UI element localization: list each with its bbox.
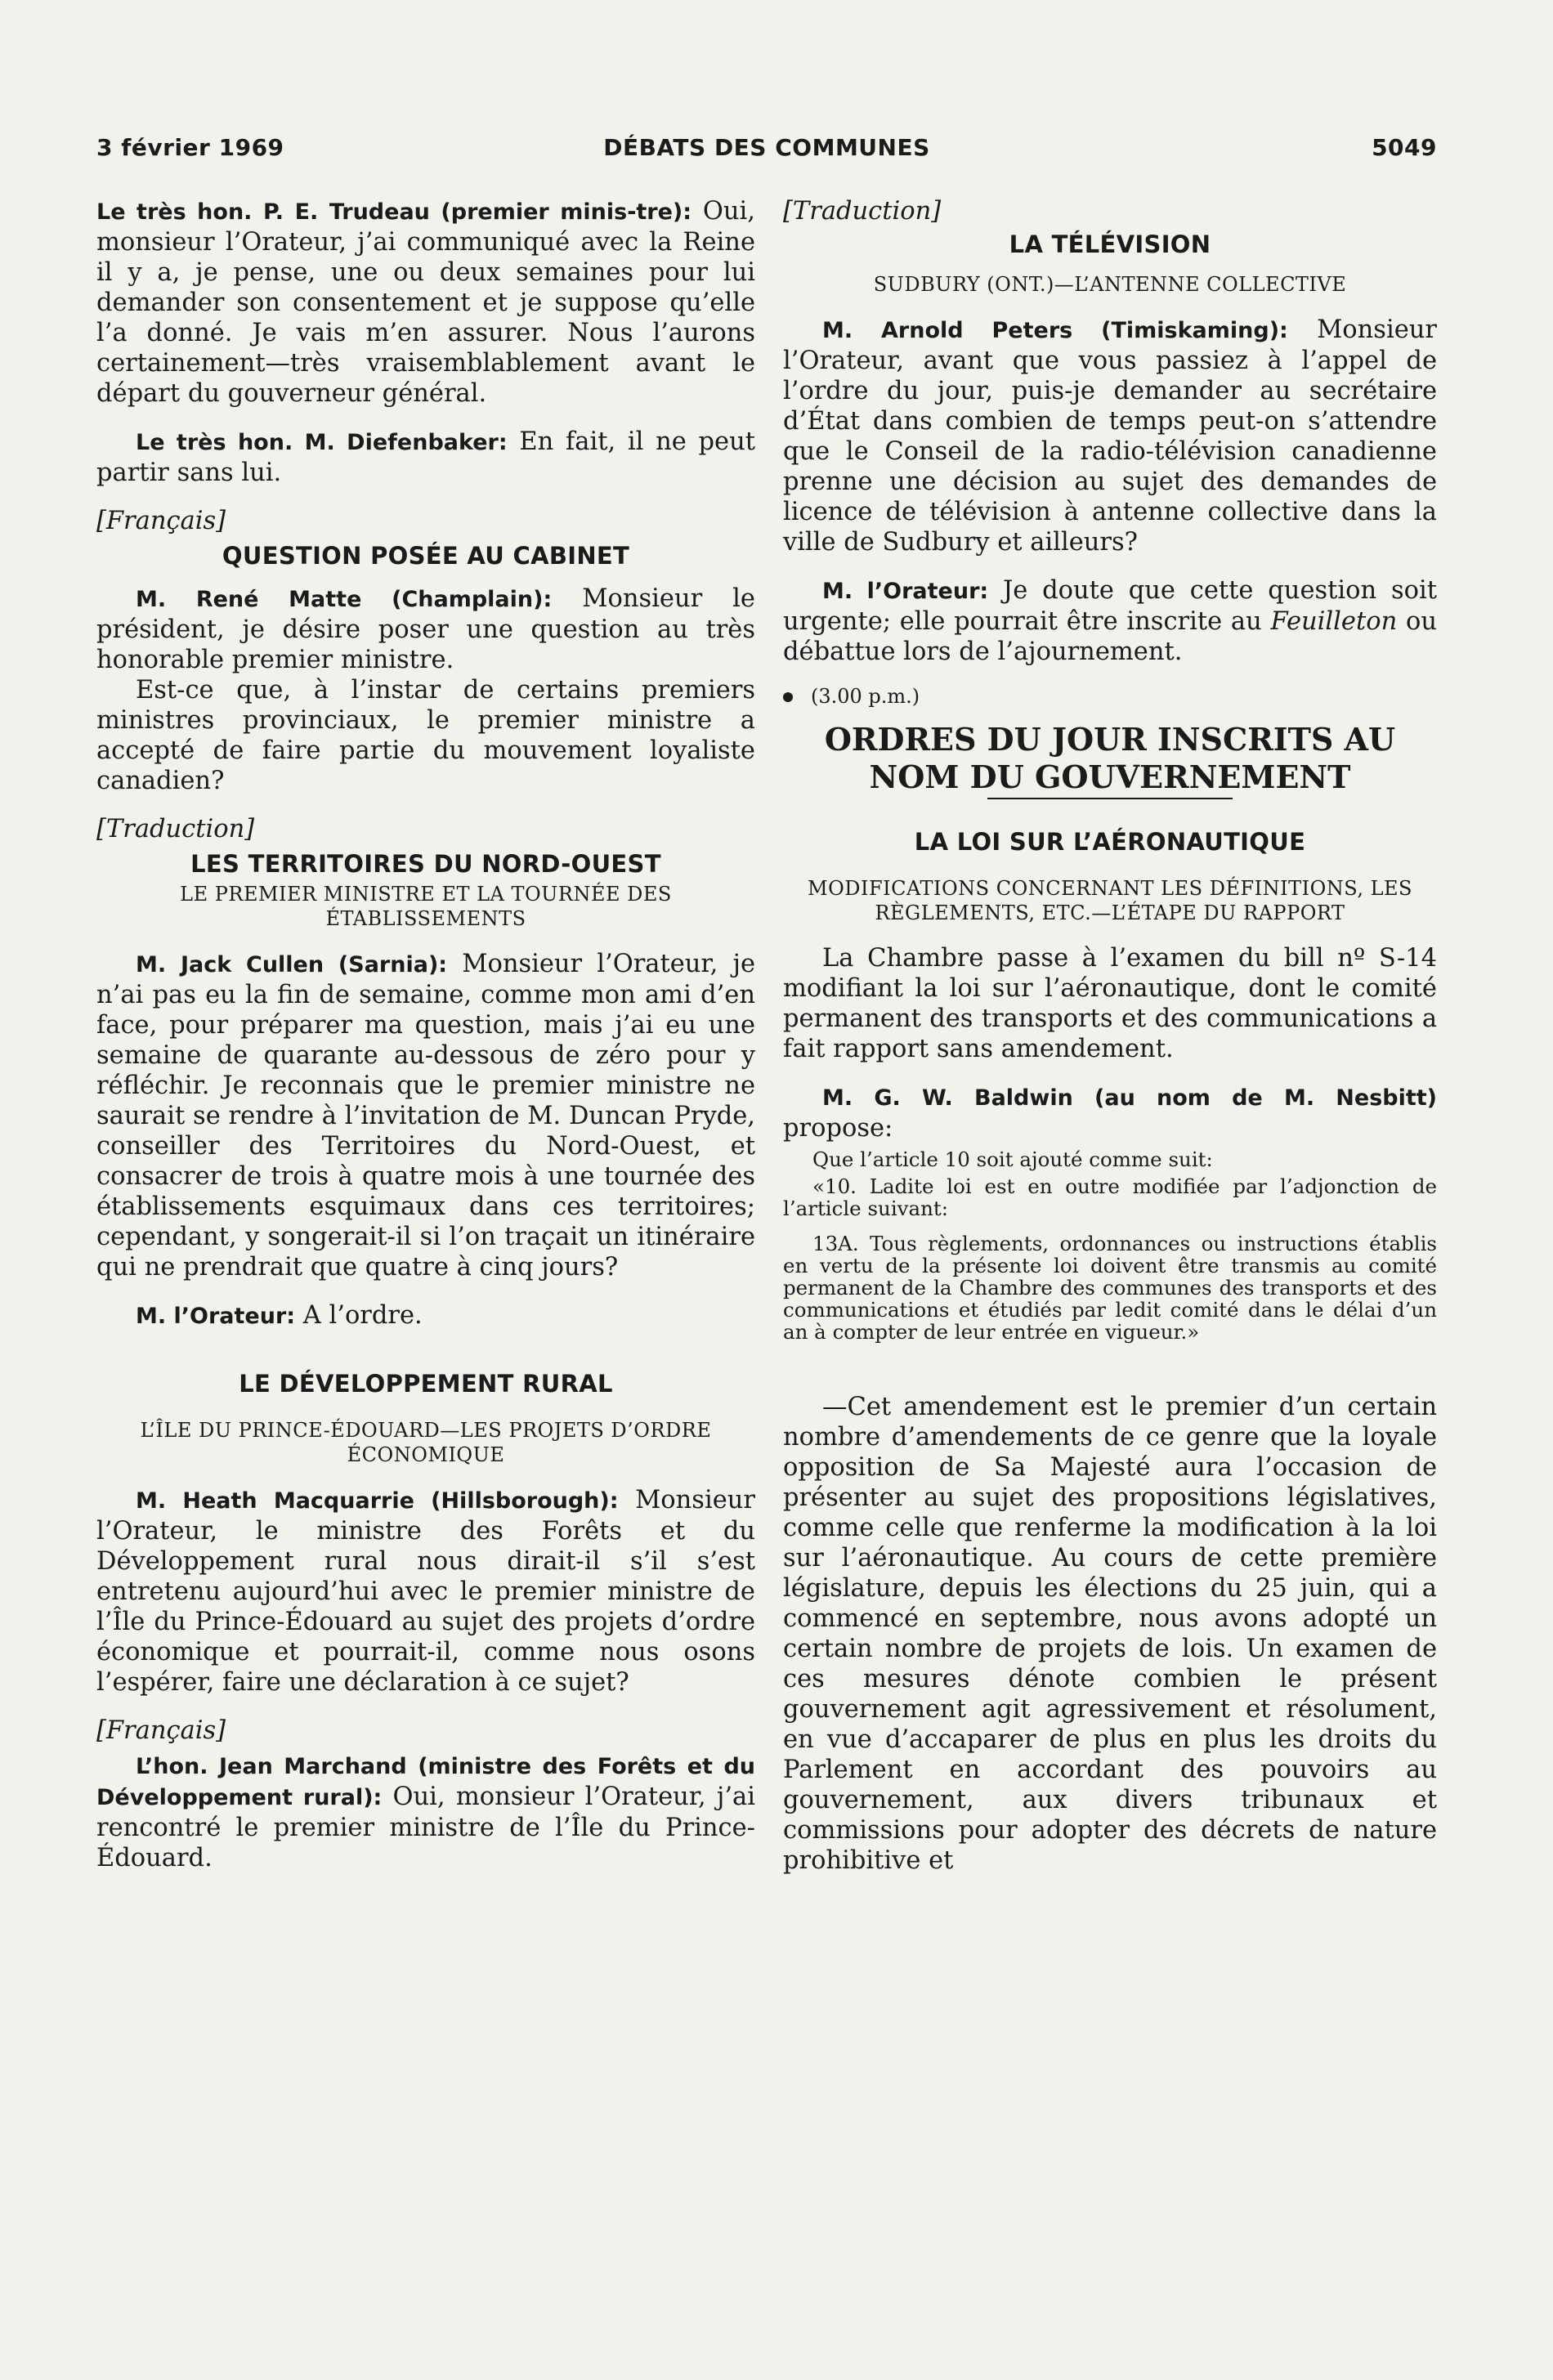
speech-text: Oui, monsieur l’Orateur, j’ai communiqué avec la Reine il y a, je pense, une ou deux semaines pour lui demander son consentement et je suppose qu’elle l’a donné. Je vais m’en assurer. Nous l’aurons certainement—très vraisemblablement avant le départ du gouverneur général.: [96, 197, 756, 408]
speaker-name: Le très hon. M. Diefenbaker:: [136, 430, 508, 455]
paragraph-amendment: —Cet amendement est le premier d’un certain nombre d’amendements de ce genre que la loyale opposition de Sa Majesté aura l’occasion de présenter au sujet des propositions législatives, comme celle que renferme la modification à la loi sur l’aéronautique. Au cours de cette première législature, depuis les élections du 25 juin, qui a commencé en septembre, nous avons adopté un certain nombre de projets de lois. Un examen de ces mesures dénote combien le présent gouvernement agit agressivement et résolument, en vue d’accaparer de plus en plus les droits du Parlement en accordant des pouvoirs au gouvernement, aux divers tribunaux et commissions pour adopter des décrets de nature prohibitive et: [783, 1393, 1437, 1875]
paragraph-trudeau: [96, 196, 755, 409]
speech-text: Je doute que cette question soit urgente; elle pourrait être inscrite au: [783, 576, 1438, 636]
speaker-name: Le très hon. P. E. Trudeau (premier minis-tre):: [96, 199, 692, 225]
header-page-number: 5049: [1372, 134, 1437, 161]
speech-text: A l’ordre.: [295, 1301, 423, 1330]
motion-line: 13A. Tous règlements, ordonnances ou instructions établis en vertu de la présente loi doivent être transmis au comité permanent de la Chambre des communes des transports et des communications et étudiés par ledit comité dans le délai d’un an à compter de leur entrée en vigueur.»: [783, 1232, 1437, 1344]
speech-text: Monsieur l’Orateur, le ministre des Forêts et du Développement rural nous dirait-il s’il s’est entretenu aujourd’hui avec le premier ministre de l’Île du Prince-Édouard au sujet des projets d’ordre économique et pourrait-il, comme nous osons l’espérer, faire une déclaration à ce sujet?: [96, 1486, 755, 1697]
section-heading: LA LOI SUR L’AÉRONAUTIQUE: [914, 828, 1306, 856]
paragraph-bill: La Chambre passe à l’examen du bill nº S-14 modifiant la loi sur l’aéronautique, dont le comité permanent des transports et des communications a fait rapport sans amendement.: [783, 944, 1437, 1063]
paragraph-orateur: [96, 1300, 755, 1331]
left-column: [96, 196, 755, 1873]
section-subheading: LE PREMIER MINISTRE ET LA TOURNÉE DES ÉTABLISSEMENTS: [180, 883, 672, 930]
right-column: [783, 196, 1437, 1876]
paragraph-cullen: [96, 949, 755, 1282]
major-heading: ORDRES DU JOUR INSCRITS AU NOM DU GOUVERNEMENT: [824, 721, 1396, 795]
speech-text: Monsieur le président, je désire poser une question au très honorable premier ministre.: [96, 584, 755, 674]
paragraph-baldwin: [783, 1082, 1437, 1143]
heading-rule: [987, 798, 1233, 799]
page-header: [96, 134, 1437, 167]
speech-text: Monsieur l’Orateur, je n’ai pas eu la fin de semaine, comme mon ami d’en face, pour préparer ma question, mais j’ai eu une semaine de quarante au-dessous de zéro pour y réfléchir. Je reconnais que le premier ministre ne saurait se rendre à l’invitation de M. Duncan Pryde, conseiller des Territoires du Nord-Ouest, et consacrer de trois à quatre mois à une tournée des établissements esquimaux dans ces territoires; cependant, y songerait-il si l’on traçait un itinéraire qui ne prendrait que quatre à cinq jours?: [96, 950, 755, 1282]
speaker-name: M. Arnold Peters (Timiskaming):: [822, 318, 1288, 343]
speaker-name: M. G. W. Baldwin (au nom de M. Nesbitt): [822, 1085, 1437, 1111]
section-heading: LES TERRITOIRES DU NORD-OUEST: [190, 850, 661, 878]
motion-line: Que l’article 10 soit ajouté comme suit:: [812, 1148, 1213, 1171]
speech-text: Oui, monsieur l’Orateur, j’ai rencontré le premier ministre de l’Île du Prince-Édouard.: [96, 1783, 755, 1872]
section-subheading: L’ÎLE DU PRINCE-ÉDOUARD—LES PROJETS D’ORDRE ÉCONOMIQUE: [140, 1419, 712, 1466]
paragraph-matte-question: Est-ce que, à l’instar de certains premiers ministres provinciaux, le premier ministre a accepté de faire partie du mouvement loyaliste canadien?: [96, 676, 755, 795]
speech-text: propose:: [783, 1114, 893, 1143]
speech-text: En fait, il ne peut partir sans lui.: [96, 427, 755, 487]
bullet-icon: [783, 692, 793, 702]
paragraph-macquarrie: [96, 1485, 755, 1698]
speaker-name: M. l’Orateur:: [136, 1304, 296, 1329]
header-title: DÉBATS DES COMMUNES: [603, 134, 930, 161]
speaker-name: M. René Matte (Champlain):: [136, 587, 553, 612]
language-tag: [Traduction]: [96, 815, 255, 843]
section-subheading: MODIFICATIONS CONCERNANT LES DÉFINITIONS, LES RÈGLEMENTS, ETC.—L’ÉTAPE DU RAPPORT: [808, 877, 1412, 924]
language-tag: [Français]: [96, 1716, 226, 1745]
speaker-name: M. Jack Cullen (Sarnia):: [136, 952, 448, 978]
paragraph-matte: [96, 584, 755, 675]
speaker-name: L’hon. Jean Marchand (ministre des Forêts et du Développement rural):: [96, 1754, 755, 1810]
language-tag: [Français]: [96, 507, 226, 535]
speech-text: Monsieur l’Orateur, avant que vous passiez à l’appel de l’ordre du jour, puis-je demander au secrétaire d’État dans combien de temps peut-on s’attendre que le Conseil de la radio-télévision canadienne prenne une décision au sujet des demandes de licence de télévision à antenne collective dans la ville de Sudbury et ailleurs?: [783, 315, 1437, 557]
section-heading: QUESTION POSÉE AU CABINET: [222, 542, 630, 570]
section-heading: LE DÉVELOPPEMENT RURAL: [239, 1370, 613, 1398]
time-marker: [783, 685, 1437, 708]
language-tag: [Traduction]: [783, 197, 942, 226]
section-subheading: SUDBURY (ONT.)—L’ANTENNE COLLECTIVE: [873, 273, 1347, 296]
paragraph-diefenbaker: [96, 427, 755, 488]
time-text: (3.00 p.m.): [811, 685, 920, 708]
speech-italic: Feuilleton: [1270, 607, 1398, 636]
motion-line: «10. Ladite loi est en outre modifiée par l’adjonction de l’article suivant:: [783, 1174, 1437, 1220]
paragraph-peters: [783, 315, 1437, 557]
speaker-name: M. l’Orateur:: [822, 579, 989, 604]
speech-text: ou débattue lors de l’ajournement.: [783, 607, 1437, 666]
paragraph-orateur-reply: [783, 575, 1437, 667]
header-date: 3 février 1969: [96, 134, 284, 161]
section-heading: LA TÉLÉVISION: [1009, 230, 1211, 258]
paragraph-marchand: [96, 1751, 755, 1873]
speaker-name: M. Heath Macquarrie (Hillsborough):: [136, 1488, 619, 1514]
